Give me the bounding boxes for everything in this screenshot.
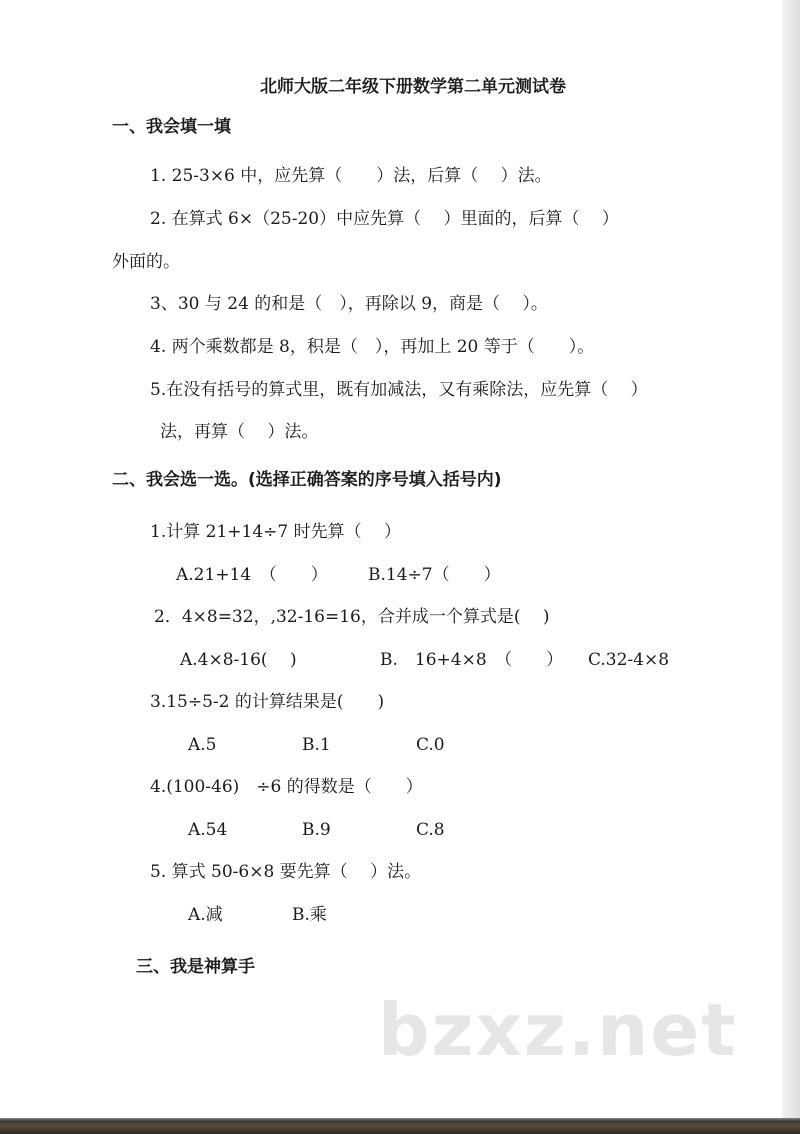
option-2-4-b: B.9 bbox=[302, 820, 331, 840]
question-2-1: 1.计算 21+14÷7 时先算（ ） bbox=[150, 522, 401, 542]
section-heading-mental-math: 三、我是神算手 bbox=[136, 957, 255, 977]
option-2-2-c: C.32-4×8 bbox=[588, 650, 670, 670]
question-1-2: 2. 在算式 6×（25-20）中应先算（ ）里面的，后算（ ） bbox=[150, 209, 619, 229]
page-edge-shadow bbox=[782, 0, 800, 1120]
watermark: bzxz.net bbox=[378, 988, 738, 1072]
option-2-4-a: A.54 bbox=[188, 820, 228, 840]
question-1-5-continued: 法，再算（ ）法。 bbox=[160, 422, 319, 442]
option-2-1-a: A.21+14 （ ） bbox=[176, 565, 328, 585]
question-2-4: 4.(100-46) ÷6 的得数是（ ） bbox=[150, 777, 423, 797]
section-heading-multiple-choice: 二、我会选一选。(选择正确答案的序号填入括号内) bbox=[112, 470, 502, 490]
option-2-1-b: B.14÷7（ ） bbox=[368, 565, 501, 585]
option-2-3-b: B.1 bbox=[302, 735, 331, 755]
question-2-5: 5. 算式 50-6×8 要先算（ ）法。 bbox=[150, 862, 422, 882]
option-2-5-b: B.乘 bbox=[292, 905, 327, 925]
question-2-3: 3.15÷5-2 的计算结果是( ) bbox=[150, 692, 385, 712]
question-1-2-continued: 外面的。 bbox=[112, 252, 180, 272]
option-2-3-c: C.0 bbox=[416, 735, 445, 755]
option-2-2-b: B. 16+4×8 （ ） bbox=[380, 650, 564, 670]
question-2-2: 2．4×8=32，,32-16=16，合并成一个算式是( ) bbox=[154, 607, 550, 627]
page-title: 北师大版二年级下册数学第二单元测试卷 bbox=[260, 77, 566, 97]
option-2-5-a: A.减 bbox=[188, 905, 223, 925]
bottom-strip bbox=[0, 1118, 800, 1134]
option-2-4-c: C.8 bbox=[416, 820, 445, 840]
question-1-5: 5.在没有括号的算式里，既有加减法，又有乘除法，应先算（ ） bbox=[150, 380, 648, 400]
section-heading-fill-in: 一、我会填一填 bbox=[112, 117, 231, 137]
question-1-4: 4. 两个乘数都是 8，积是（ ），再加上 20 等于（ ）。 bbox=[150, 337, 595, 357]
option-2-3-a: A.5 bbox=[188, 735, 217, 755]
question-1-1: 1. 25-3×6 中，应先算（ ）法，后算（ ）法。 bbox=[150, 166, 552, 186]
option-2-2-a: A.4×8-16( ) bbox=[180, 650, 297, 670]
question-1-3: 3、30 与 24 的和是（ ），再除以 9，商是（ ）。 bbox=[150, 294, 548, 314]
